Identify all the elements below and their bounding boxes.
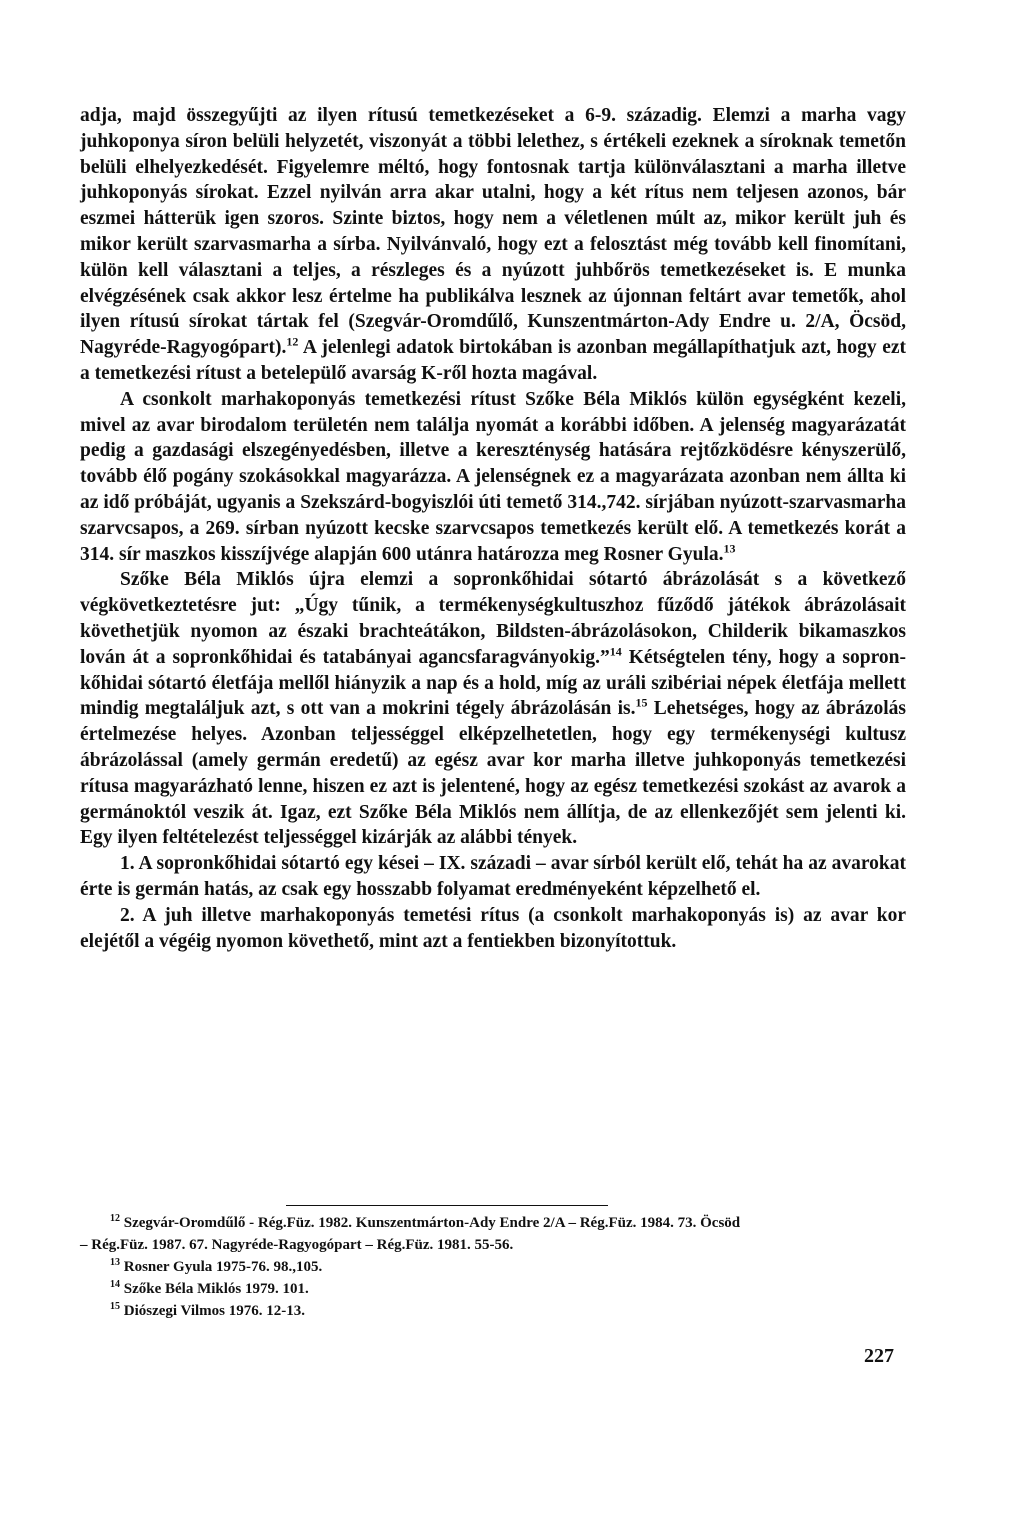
footnote-ref-15: 15 [635,695,648,710]
paragraph-1 [80,103,906,387]
footnote-number: 15 [110,1301,120,1312]
paragraph-3-tail: Kétségtelen tény, hogy a sopron-kőhidai sótartó életfája mellől hiányzik a nap és a hold, míg az uráli szibériai népek életfája mellett mindig megtaláljuk azt, s ott van a mokrini tégely ábrázolásán is. [80,646,906,720]
footnote-12-continuation [80,1234,906,1256]
paragraph-4-text: 1. A sopronkőhidai sótartó egy kései – IX. századi – avar sírból került elő, tehát ha az avarokat érte is germán hatás, az csak egy hosszabb folyamat eredményeként képzelhető el. [80,853,906,900]
footnote-text: Szőke Béla Miklós 1979. 101. [123,1281,309,1297]
paragraph-5 [80,903,906,955]
paragraph-2 [80,387,906,568]
footnote-text: Diószegi Vilmos 1976. 12-13. [123,1303,305,1319]
footnote-text: Rosner Gyula 1975-76. 98.,105. [123,1259,323,1275]
paragraph-1-tail: A jelenlegi adatok birtokában is azonban megállapíthatjuk azt, hogy ezt a temetkezési rítust a betelepülő avarság K-ről hozta magával. [80,337,906,384]
footnote-divider [286,1205,608,1206]
footnote-12 [80,1212,906,1234]
page-number: 227 [864,1345,894,1367]
paragraph-3-text: Szőke Béla Miklós újra elemzi a sopronkőhidai sótartó ábrázolását s a következő végkövetkeztetésre jut: „Úgy tűnik, a termékenységkultuszhoz fűződő játékok ábrázolásait követhetjük nyomon az északi brachteátákon, Bildsten-ábrázolásokon, Childerik bikamaszkos lován át a sopronkőhidai és tatabányai agancsfaragványokig.” [80,569,906,668]
footnote-text: Szegvár-Oromdűlő - Rég.Füz. 1982. Kunszentmárton-Ady Endre 2/A – Rég.Füz. 1984. 73. Öcsöd [123,1215,741,1231]
footnote-number: 12 [110,1213,120,1224]
footnotes [80,1212,906,1322]
footnote-15 [80,1300,906,1322]
paragraph-5-text: 2. A juh illetve marhakoponyás temetési rítus (a csonkolt marhakoponyás is) az avar kor elejétől a végéig nyomon követhető, mint azt a fentiekben bizonyítottuk. [80,904,906,952]
footnote-text: – Rég.Füz. 1987. 67. Nagyréde-Ragyogópart – Rég.Füz. 1981. 55-56. [80,1237,514,1253]
footnote-ref-13: 13 [723,541,736,556]
body-text [80,103,906,954]
footnote-number: 13 [110,1257,120,1268]
footnote-13 [80,1256,906,1278]
paragraph-1-text: adja, majd összegyűjti az ilyen rítusú temetkezéseket a 6-9. századig. Elemzi a marha vagy juhkoponya síron belüli helyzetét, viszonyát a többi lelethez, s értékeli ezeknek a síroknak temetőn belüli elhelyezkedését. Figyelemre méltó, hogy fontosnak tartja különválasztani a marha illetve juhkoponyás sírokat. Ezzel nyilván arra akar utalni, hogy a két rítus nem teljesen azonos, bár eszmei hátterük igen szoros. Szinte biztos, hogy nem a véletlenen múlt az, mikor került juh és mikor került szarvasmarha a sírba. Nyilvánvaló, hogy ezt a felosztást még tovább kell finomítani, külön kell választani a teljes, a részleges és a nyúzott juhbőrös temetkezéseket is. E munka elvégzésének csak akkor lesz értelme ha publikálva lesznek az újonnan feltárt avar temetők, ahol ilyen rítusú sírokat tártak fel (Szegvár-Oromdűlő, Kunszentmárton-Ady Endre u. 2/A, Öcsöd, Nagyréde-Ragyogópart). [80,105,906,359]
paragraph-3-tail2: Lehetséges, hogy az ábrázolás értelmezése helyes. Azonban teljességgel elképzelhetetlen, hogy egy termékenységi kultusz ábrázolással (amely germán eredetű) az egész avar kor marha illetve juhkoponyás temetkezési rítusa magyarázható lenne, hiszen ez azt is jelentené, hogy az egész temetkezési szokást az avarok a germánoktól veszik át. Igaz, ezt Szőke Béla Miklós nem állítja, de az ellenkezőjét sem jelenti ki. Egy ilyen feltételezést teljességgel kizárják az alábbi tények. [80,698,906,849]
paragraph-4 [80,851,906,903]
paragraph-2-text: A csonkolt marhakoponyás temetkezési rítust Szőke Béla Miklós külön egységként kezeli, mivel az avar birodalom területén nem találja nyomát a korábbi időben. A jelenség magyarázatát pedig a gazdasági elszegényedésben, illetve a kereszténység hatására rejtőzködésre kényszerülő, tovább élő pogány szokásokkal magyarázza. A jelenségnek ez a magyarázata azonban nem állta ki az idő próbáját, ugyanis a Szekszárd-bogyiszlói úti temető 314.,742. sírjában nyúzott-szarvasmarha szarvcsapos, a 269. sírban nyúzott kecske szarvcsapos temetkezés került elő. A temetkezés korát a 314. sír maszkos kisszíjvége alapján 600 utánra határozza meg Rosner Gyula. [80,388,906,565]
footnote-ref-14: 14 [609,644,622,659]
footnote-14 [80,1278,906,1300]
footnote-ref-12: 12 [286,334,299,349]
footnote-number: 14 [110,1279,120,1290]
paragraph-3 [80,567,906,851]
